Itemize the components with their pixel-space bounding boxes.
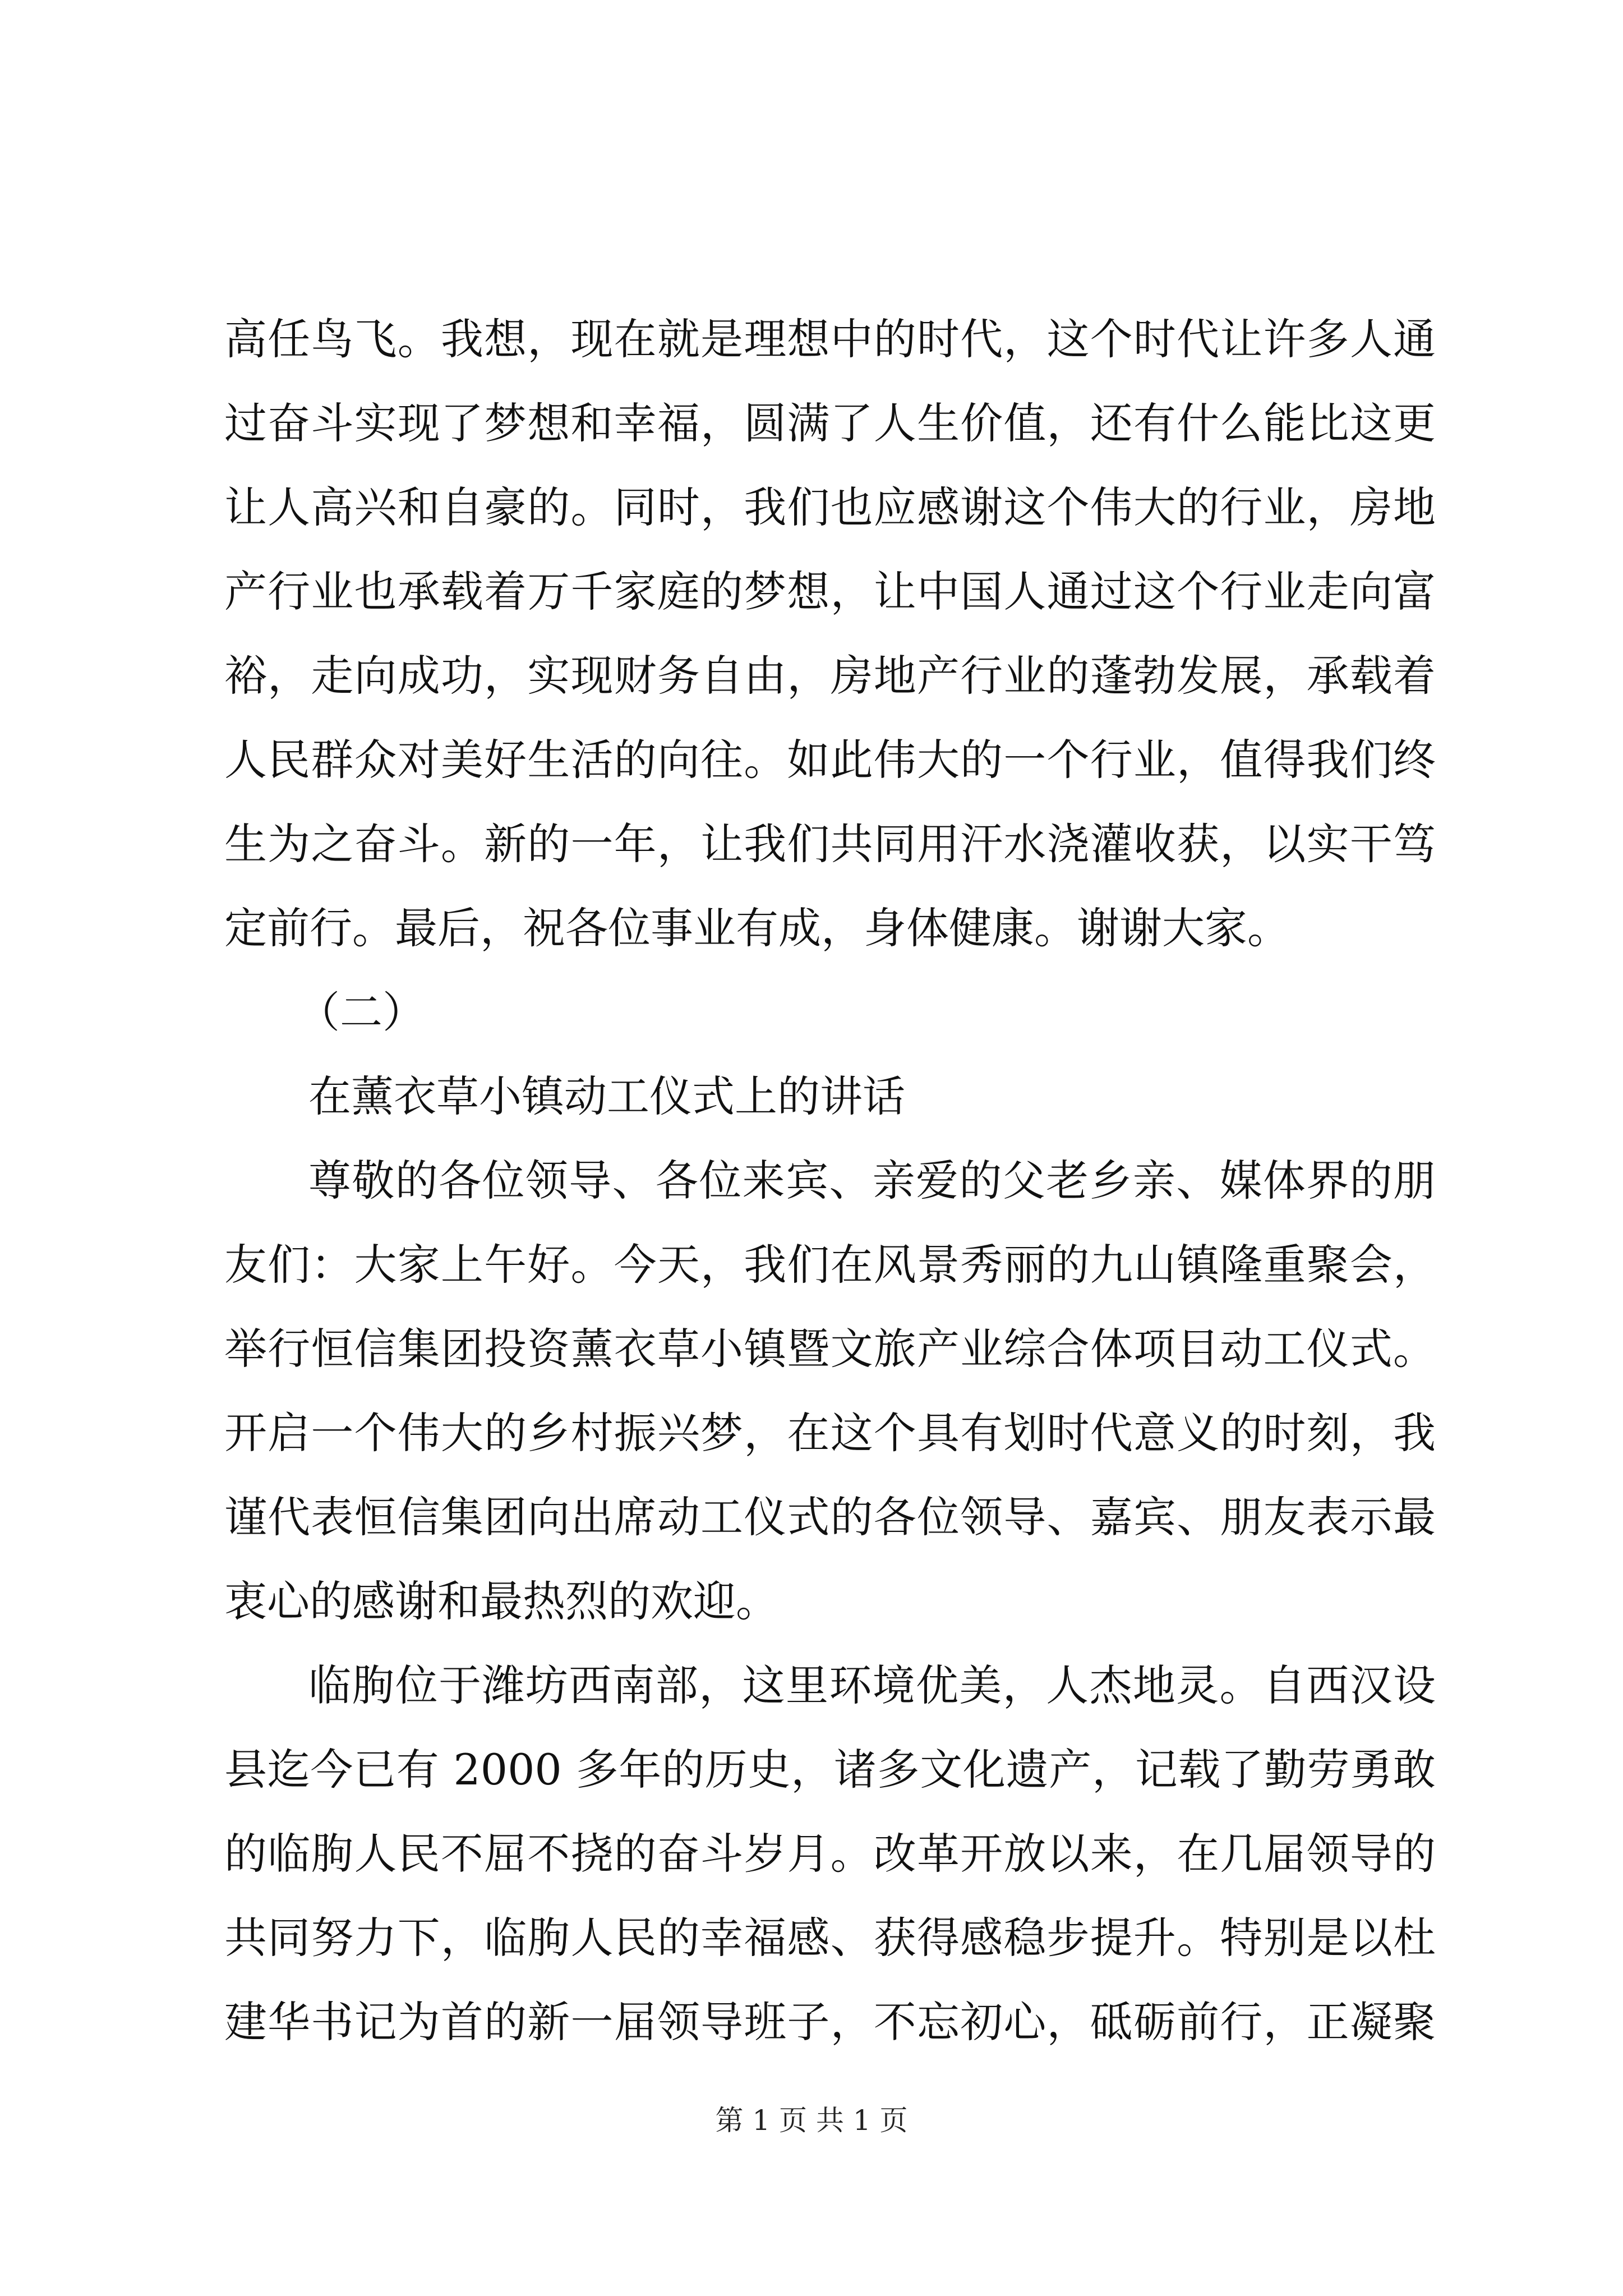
paragraph-line: 让人高兴和自豪的。同时，我们也应感谢这个伟大的行业，房地 [224,482,1436,532]
paragraph-line: 县迄今已有 2000 多年的历史，诸多文化遗产，记载了勤劳勇敢 [224,1745,1436,1795]
paragraph-line: 裕，走向成功，实现财务自由，房地产行业的蓬勃发展，承载着 [224,651,1436,701]
paragraph-line: 高任鸟飞。我想，现在就是理想中的时代，这个时代让许多人通 [224,314,1436,364]
paragraph-line: 定前行。最后，祝各位事业有成，身体健康。谢谢大家。 [224,903,1290,953]
paragraph-line: 建华书记为首的新一届领导班子，不忘初心，砥砺前行，正凝聚 [224,1997,1436,2047]
paragraph-line: 生为之奋斗。新的一年，让我们共同用汗水浇灌收获，以实干笃 [224,819,1436,869]
paragraph-line: 过奋斗实现了梦想和幸福，圆满了人生价值，还有什么能比这更 [224,398,1436,448]
paragraph-line: 人民群众对美好生活的向往。如此伟大的一个行业，值得我们终 [224,735,1436,785]
paragraph-line: 临朐位于潍坊西南部，这里环境优美，人杰地灵。自西汉设 [308,1660,1436,1710]
paragraph-line: 的临朐人民不屈不挠的奋斗岁月。改革开放以来，在几届领导的 [224,1829,1436,1879]
paragraph-line: 谨代表恒信集团向出席动工仪式的各位领导、嘉宾、朋友表示最 [224,1492,1436,1542]
paragraph-line: 衷心的感谢和最热烈的欢迎。 [224,1576,778,1626]
speech-title: 在薰衣草小镇动工仪式上的讲话 [308,1071,905,1121]
page-footer: 第 1 页 共 1 页 [715,2104,908,2137]
paragraph-line: 开启一个伟大的乡村振兴梦，在这个具有划时代意义的时刻，我 [224,1408,1436,1458]
paragraph-line: 尊敬的各位领导、各位来宾、亲爱的父老乡亲、媒体界的朋 [308,1156,1436,1205]
paragraph-line: 友们：大家上午好。今天，我们在风景秀丽的九山镇隆重聚会， [224,1240,1436,1290]
paragraph-line: 举行恒信集团投资薰衣草小镇暨文旅产业综合体项目动工仪式。 [224,1324,1436,1374]
section-number: （二） [297,987,425,1037]
paragraph-line: 产行业也承载着万千家庭的梦想，让中国人通过这个行业走向富 [224,567,1436,616]
paragraph-line: 共同努力下，临朐人民的幸福感、获得感稳步提升。特别是以杜 [224,1913,1436,1963]
